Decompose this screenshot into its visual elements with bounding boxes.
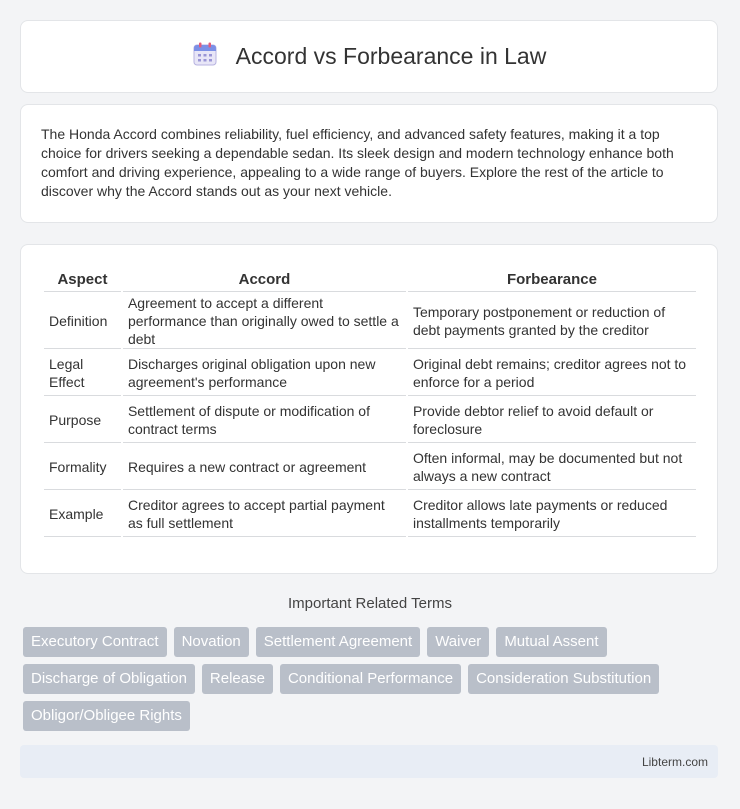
- table-header-cell: Forbearance: [408, 267, 696, 292]
- related-term-tag[interactable]: Discharge of Obligation: [23, 664, 195, 694]
- related-term-tag[interactable]: Settlement Agreement: [256, 627, 420, 657]
- related-term-tag[interactable]: Novation: [174, 627, 249, 657]
- table-cell: Original debt remains; creditor agrees not to enforce for a period: [408, 351, 696, 396]
- related-term-tag[interactable]: Obligor/Obligee Rights: [23, 701, 190, 731]
- table-cell: Provide debtor relief to avoid default or foreclosure: [408, 398, 696, 443]
- table-row: [44, 492, 696, 537]
- table-row: [44, 445, 696, 490]
- intro-text: The Honda Accord combines reliability, fuel efficiency, and advanced safety features, making it a top choice for drivers seeking a dependable sedan. Its sleek design and modern technology enhance both comfort and driving experience, appealing to a wide range of buyers. Explore the rest of the article to discover why the Accord stands out as your next vehicle.: [41, 126, 674, 199]
- header: [192, 41, 547, 72]
- table-cell: Often informal, may be documented but not always a new contract: [408, 445, 696, 490]
- related-term-tag[interactable]: Executory Contract: [23, 627, 167, 657]
- table-cell: Formality: [44, 445, 121, 490]
- table-cell: Temporary postponement or reduction of debt payments granted by the creditor: [408, 294, 696, 349]
- table-cell: Definition: [44, 294, 121, 349]
- table-header-row: [44, 267, 696, 292]
- related-term-tag[interactable]: Conditional Performance: [280, 664, 461, 694]
- related-term-tag[interactable]: Waiver: [427, 627, 489, 657]
- table-cell: Requires a new contract or agreement: [123, 445, 406, 490]
- table-cell: Legal Effect: [44, 351, 121, 396]
- table-cell: Creditor agrees to accept partial payment as full settlement: [123, 492, 406, 537]
- header-card: [20, 20, 718, 93]
- footer: [20, 745, 718, 778]
- table-row: [44, 398, 696, 443]
- table-row: [44, 294, 696, 349]
- comparison-table-card: [20, 244, 718, 574]
- table-cell: Settlement of dispute or modification of contract terms: [123, 398, 406, 443]
- table-cell: Discharges original obligation upon new agreement's performance: [123, 351, 406, 396]
- table-row: [44, 351, 696, 396]
- page-title: Accord vs Forbearance in Law: [235, 43, 547, 69]
- table-header-cell: Accord: [123, 267, 406, 292]
- table-cell: Example: [44, 492, 121, 537]
- table-header-cell: Aspect: [44, 267, 121, 292]
- related-term-tag[interactable]: Release: [202, 664, 273, 694]
- footer-site-link[interactable]: Libterm.com: [641, 754, 708, 769]
- related-term-tag[interactable]: Consideration Substitution: [468, 664, 659, 694]
- intro-card: [20, 104, 718, 223]
- related-terms-title: Important Related Terms: [288, 595, 452, 612]
- comparison-table: [42, 265, 698, 539]
- calendar-icon: [192, 41, 218, 72]
- related-term-tag[interactable]: Mutual Assent: [496, 627, 606, 657]
- table-cell: Purpose: [44, 398, 121, 443]
- table-cell: Agreement to accept a different performance than originally owed to settle a debt: [123, 294, 406, 349]
- related-terms-list: [23, 627, 723, 731]
- table-cell: Creditor allows late payments or reduced installments temporarily: [408, 492, 696, 537]
